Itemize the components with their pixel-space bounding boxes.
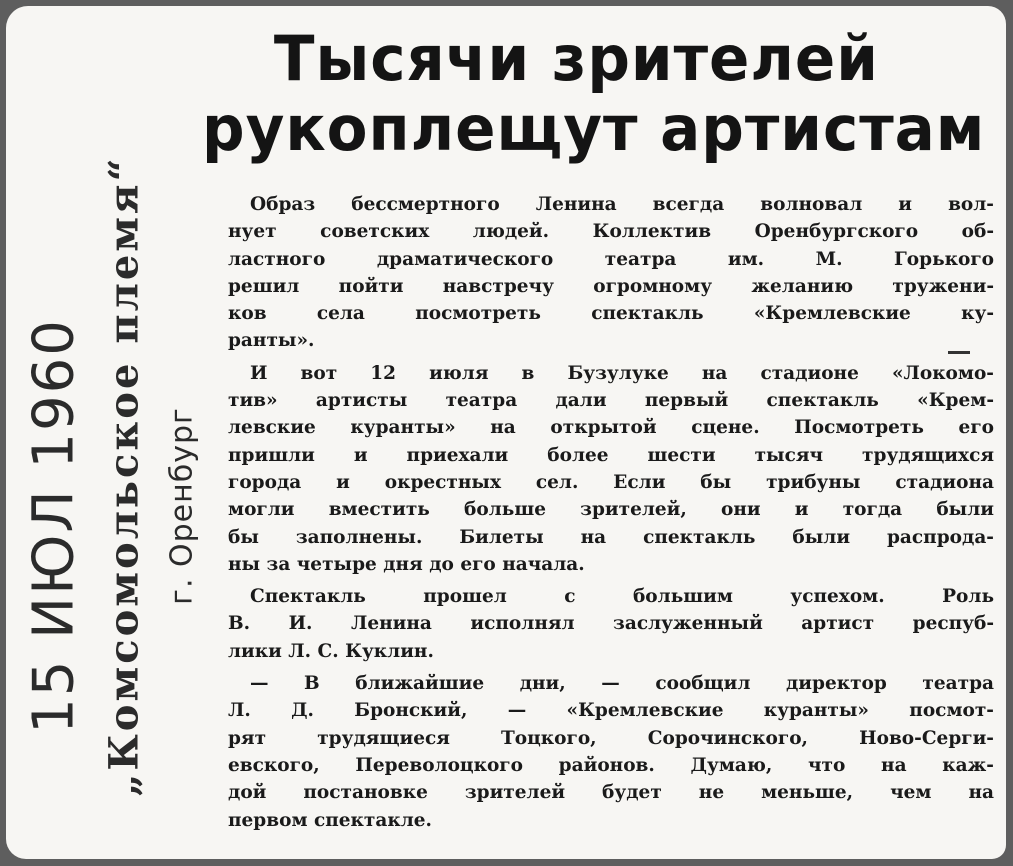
text-line: дой постановке зрителей будет не меньше, чем на — [228, 782, 994, 804]
text-line: Образ бессмертного Ленина всегда волновал и вол- — [250, 194, 994, 215]
headline-line-2: рукоплещут артистам — [202, 92, 986, 165]
city-stamp: г. Оренбург — [164, 407, 200, 605]
text-line: нует советских людей. Коллектив Оренбургского об- — [228, 221, 994, 243]
text-line: ранты». — [228, 330, 315, 352]
text-line: Л. Д. Бронский, — «Кремлевские куранты» посмот- — [228, 700, 994, 722]
newspaper-name-stamp: „Комсомольское племя“ — [100, 155, 148, 797]
text-line: — В ближайшие дни, — сообщил директор театра — [250, 673, 994, 695]
article-paragraph-2 — [228, 360, 994, 578]
text-line: могли вместить больше зрителей, они и тогда были — [228, 499, 994, 521]
article-body — [228, 191, 994, 839]
date-stamp: 15 ИЮЛ 1960 — [21, 318, 87, 734]
text-line: ластного драматического театра им. М. Горького — [228, 248, 994, 270]
text-line: В. И. Ленина исполнял заслуженный артист респуб- — [228, 613, 994, 635]
text-line: евского, Переволоцкого районов. Думаю, что на каж- — [228, 754, 994, 776]
text-line: ков села посмотреть спектакль «Кремлевские ку- — [228, 303, 994, 325]
article-paragraph-3 — [228, 583, 994, 665]
text-line: города и окрестных сел. Если бы трибуны стадиона — [228, 471, 994, 493]
text-line: И вот 12 июля в Бузулуке на стадионе «Локомо- — [250, 362, 994, 384]
text-line: решил пойти навстречу огромному желанию тружени- — [228, 275, 994, 297]
text-line: первом спектакле. — [228, 809, 432, 831]
text-line: бы заполнены. Билеты на спектакль были распрода- — [228, 526, 994, 548]
text-line: лики Л. С. Куклин. — [228, 640, 434, 662]
newspaper-clipping — [6, 6, 1006, 859]
headline-line-1: Тысячи зрителей — [273, 22, 879, 95]
text-line: пришли и приехали более шести тысяч трудящихся — [228, 444, 994, 466]
headline — [202, 22, 986, 165]
article-paragraph-1 — [228, 191, 994, 355]
text-line: рят трудящиеся Тоцкого, Сорочинского, Ново-Серги- — [228, 727, 994, 749]
text-line: ны за четыре дня до его начала. — [228, 553, 585, 575]
text-line: Спектакль прошел с большим успехом. Роль — [250, 586, 994, 608]
text-line: левские куранты» на открытой сцене. Посмотреть его — [228, 417, 994, 439]
article-paragraph-4 — [228, 670, 994, 834]
text-line: тив» артисты театра дали первый спектакль «Крем- — [228, 390, 994, 412]
